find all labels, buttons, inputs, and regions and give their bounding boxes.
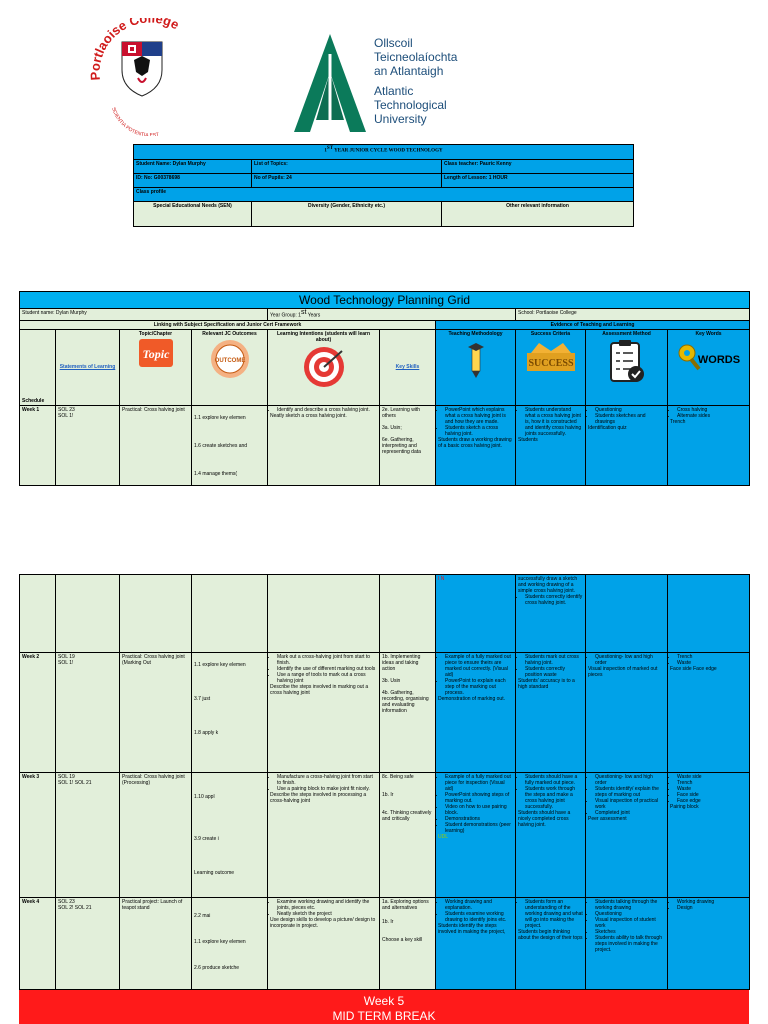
success-text: Students begin thinking about the design of their tops [518, 929, 583, 941]
sol-item: SOL 19 [58, 774, 75, 780]
assessment-item: • Sketches [595, 929, 665, 935]
cont-success-text: successfully draw a sketch and working drawing of a simple cross halving joint. [518, 576, 578, 594]
diversity-cell: Diversity (Gender, Ethnicity etc.) [252, 202, 442, 227]
continuation-row [20, 575, 750, 653]
assessment-item: • Completed joint [595, 810, 665, 816]
keyword-item: • Alternate sides [677, 413, 747, 419]
college-name-text: Portlaoise College [87, 18, 182, 81]
words-icon-text: WORDS [697, 353, 740, 366]
jc-outcome: 2.2 mai [194, 913, 211, 919]
teaching-header: Teaching Methodology [448, 330, 503, 337]
target-icon [302, 345, 346, 389]
assessment-item: • Students talking through the working drawing [595, 899, 665, 911]
year-group-suffix: Years [306, 312, 321, 319]
keyword-text: Pairing block [670, 804, 699, 810]
intentions-header: Learning Intentions (students will learn about) [276, 330, 371, 343]
jc-outcome: Learning outcome [194, 870, 235, 876]
sol-item: SOL 2! SOL 21 [58, 905, 92, 911]
sol-item: SOL 1! [58, 660, 74, 666]
week5-sub: MID TERM BREAK [332, 1009, 436, 1023]
keyword-item: • Waste [677, 660, 747, 666]
teaching-item: • Example of a fully marked out piece for inspection (Visual aid) [445, 774, 513, 792]
assessment-item: • Students ability to talk through steps involved in making the project. [595, 935, 665, 953]
year-group-text: Year Group: 1 [270, 312, 301, 319]
assessment-item: • Questioning- low and high order [595, 774, 665, 786]
planning-grid [19, 291, 750, 486]
outcome-badge-icon [210, 339, 250, 379]
topic-icon [139, 339, 173, 367]
week3-topic: Practical: Cross halving joint (Processing) [120, 773, 192, 898]
intention-text: Describe the steps involved in marking out a cross halving joint [270, 684, 369, 696]
pupils-cell: No of Pupils: 24 [252, 174, 442, 188]
skill-item: Choose a key skill [382, 937, 423, 943]
intention-text: Neatly sketch a cross halving joint. [270, 412, 347, 419]
assessment-text: Identification quiz [588, 424, 627, 431]
week4-label: Week 4 [20, 898, 56, 990]
jc-outcome: 1.6 create sketches and [194, 442, 248, 449]
skill-item: 6e. Gathering, interpreting and representing data [382, 436, 421, 455]
intention-text: Describe the steps involved in processing a cross-halving joint [270, 792, 367, 804]
success-item: • Students correctly position waste [525, 666, 583, 678]
success-icon-text: SUCCESS [527, 357, 574, 369]
success-text: Students' accuracy is to a high standard [518, 678, 575, 690]
skill-item: 4c. Thinking creatively and critically [382, 810, 432, 822]
teaching-text: Demonstration of marking out. [438, 696, 505, 702]
assessment-item: • Questioning [595, 911, 665, 917]
intention-item: • Examine working drawing and identify the joints, pieces etc. [277, 899, 377, 911]
skill-item: 3b. Usin [382, 678, 401, 684]
skill-item: 1b. Ir [382, 919, 394, 925]
atu-line: an Atlantaigh [374, 64, 444, 78]
week5-banner [19, 990, 749, 1024]
intention-item: • Manufacture a cross-halving joint from start to finish. [277, 774, 377, 786]
jc-outcome: 1.4 manage thems( [194, 470, 238, 477]
info-title-number: 1 [324, 148, 327, 154]
skill-item: 2e. Learning with others [382, 406, 421, 419]
success-header: Success Criteria [530, 330, 571, 337]
sol-item: SOL 1! SOL 21 [58, 780, 92, 786]
success-item: • Students form an understanding of the working drawing and what will go into making the project. [525, 899, 583, 929]
grid-student-name: Student name: Dylan Murphy [20, 309, 268, 321]
intention-item: • Neatly sketch the project [277, 911, 377, 917]
assessment-header: Assessment Method [602, 330, 651, 337]
assessment-text: Peer assessment [588, 816, 627, 822]
planning-grid-continued [19, 574, 750, 990]
info-title-sup: ST [326, 146, 334, 151]
success-item: • Students work through the steps and make a cross halving joint successfully. [525, 786, 583, 810]
intention-item: • Use a pairing block to make joint fit nicely. [277, 786, 377, 792]
keyword-item: • Trench [677, 654, 747, 660]
year-group-sup: st [300, 309, 307, 316]
teaching-text: Students draw a working drawing of a basic cross halving joint. [438, 436, 512, 449]
jc-header: Relevant JC Outcomes [202, 330, 257, 337]
atu-logo [292, 32, 502, 142]
jc-outcome: 1.10 appl [194, 794, 215, 800]
outcome-icon-text: OUTCOME [214, 357, 245, 364]
week5-label: Week 5 [363, 994, 405, 1008]
week3-label: Week 3 [20, 773, 56, 898]
skill-item: 8c. Being safe [382, 774, 414, 780]
sol-item: SOL 1! [58, 412, 74, 419]
skill-item: 3a. Usin; [382, 424, 402, 431]
jc-outcome: 1.1 explore key elemen [194, 662, 246, 668]
week4-row [20, 898, 750, 990]
intention-text: Use design skills to develop a picture/ design to incorporate in project. [270, 917, 376, 929]
intention-item: • Mark out a cross-halving joint from start to finish. [277, 654, 377, 666]
week3-row [20, 773, 750, 898]
class-profile-cell: Class profile [134, 188, 634, 202]
teaching-item: • Demonstrations [445, 816, 513, 822]
atu-line: Teicneolaíochta [374, 50, 458, 64]
topic-icon-text: Topic [142, 346, 169, 361]
skill-item: 1b. Implementing ideas and taking action [382, 654, 421, 672]
assessment-item: • Visual inspection of student work [595, 917, 665, 929]
atu-line: Ollscoil [374, 36, 413, 50]
atu-line: University [374, 112, 427, 126]
teaching-text: Students identify the steps involved in making the project, [438, 923, 506, 935]
keyword-item: • Cross halving [677, 407, 747, 413]
grid-title: Wood Technology Planning Grid [20, 292, 750, 309]
id-cell: ID: No: G00378698 [134, 174, 252, 188]
sol-item: SOL 23 [58, 899, 75, 905]
teaching-extra: UDL [438, 834, 449, 840]
skill-item: 1a. Exploring options and alternatives [382, 899, 429, 911]
teaching-item: • PowerPoint to explain each step of the marking out process. [445, 678, 513, 696]
keyword-item: • Face side [677, 792, 747, 798]
teaching-item: • Students examine working drawing to identify joins etc. [445, 911, 513, 923]
intention-item: • Use a range of tools to mark out a cross halving joint [277, 672, 377, 684]
info-title-rest: YEAR JUNIOR CYCLE WOOD TECHNOLOGY [334, 148, 443, 154]
topics-cell: List of Topics: [252, 160, 442, 174]
success-item: • Students should have a fully marked out piece. [525, 774, 583, 786]
keyword-item: • Waste side [677, 774, 747, 780]
intention-item: • Identify and describe a cross halving joint. [277, 407, 377, 413]
teaching-item: • Working drawing and explanation. [445, 899, 513, 911]
sol-item: SOL 23 [58, 406, 75, 413]
topic-header: Topic/Chapter [138, 330, 173, 337]
teaching-item: • Video on how to use pairing block. [445, 804, 513, 816]
teaching-item: • PowerPoint which explains what a cross halving joint is and how they are made. [445, 407, 513, 425]
skill-item: 4b. Gathering, recording, organising and evaluating information [382, 690, 429, 714]
other-info-cell: Other relevant information [442, 202, 634, 227]
success-text: Students [518, 436, 538, 443]
jc-outcome: 1.1 explore key elemen [194, 414, 246, 421]
keyword-item: • Design [677, 905, 747, 911]
teaching-item: • Student demonstrations (peer learning) [445, 822, 513, 834]
assessment-item: • Visual inspection of practical work [595, 798, 665, 810]
keywords-header: Key Words [695, 330, 722, 337]
week1-topic: Practical: Cross halving joint [120, 405, 192, 485]
jc-outcome: 3.7 just [194, 696, 211, 702]
sen-cell: Special Educational Needs (SEN) [134, 202, 252, 227]
success-item: • Students understand what a cross halving joint is, how it is constructed and identify cross halving joints successfully. [525, 407, 583, 437]
grid-year-group [268, 309, 516, 321]
keyword-item: • Waste [677, 786, 747, 792]
week2-topic: Practical: Cross halving joint (Marking Out [120, 653, 192, 773]
key-words-icon [677, 339, 741, 375]
intention-item: • Identify the use of different marking out tools [277, 666, 377, 672]
week4-topic: Practical project: Launch of teapot stand [120, 898, 192, 990]
college-motto-text: SCIENTIA POTENTIA EST [110, 106, 160, 136]
assessment-item: • Students identify/ explain the steps of marking out [595, 786, 665, 798]
atu-emblem-icon [292, 32, 368, 136]
svg-text:SCIENTIA POTENTIA EST [110, 107, 160, 136]
keyword-text: Face side Face edge [670, 666, 717, 672]
keyword-text: Trench [670, 418, 686, 425]
key-skills-link[interactable]: Key Skills [395, 364, 420, 371]
statements-link[interactable]: Statements of Learning [59, 364, 116, 371]
keyword-item: • Face edge [677, 798, 747, 804]
atu-line: Technological [374, 98, 447, 112]
teaching-item: • Example of a fully marked out piece to ensure theirs are marked out correctly. (Visual aid) [445, 654, 513, 678]
assessment-text: Visual inspection of marked out pieces [588, 666, 658, 678]
grid-school: School: Portlaoise College [516, 309, 750, 321]
jc-outcome: 1.1 explore key elemen [194, 939, 246, 945]
success-icon [525, 339, 577, 373]
schedule-header: Schedule [20, 329, 56, 405]
week1-label: Week 1 [20, 405, 56, 485]
class-teacher-cell: Class teacher: Pauric Kenny [442, 160, 634, 174]
atu-line: Atlantic [374, 84, 414, 98]
jc-outcome: 2.6 produce sketche [194, 965, 240, 971]
cont-success-item: • Students correctly identify cross halving joint. [525, 594, 583, 606]
teaching-item: • PowerPoint showing steps of marking out. [445, 792, 513, 804]
assessment-item: • Questioning [595, 407, 665, 413]
success-text: Students should have a nicely completed cross halving joint. [518, 810, 571, 828]
keyword-item: • Trench [677, 780, 747, 786]
student-info-table [133, 144, 634, 227]
success-item: • Students mark out cross halving joint. [525, 654, 583, 666]
cont-teaching-text: I N [438, 576, 445, 582]
assessment-item: • Questioning- low and high order [595, 654, 665, 666]
jc-outcome: 1.8 apply k [194, 730, 219, 736]
keyword-item: • Working drawing [677, 899, 747, 905]
jc-outcome: 3.9 create i [194, 836, 219, 842]
sol-item: SOL 19 [58, 654, 75, 660]
pencil-graduate-icon [466, 339, 486, 379]
linking-header: Linking with Subject Specification and Junior Cert Framework [20, 320, 436, 329]
skill-item: 1b. Ir [382, 792, 394, 798]
info-title [134, 145, 634, 160]
clipboard-check-icon [609, 339, 645, 383]
teaching-item: • Students sketch a cross halving joint. [445, 425, 513, 437]
student-name-cell: Student Name: Dylan Murphy [134, 160, 252, 174]
assessment-item: • Students sketches and drawings [595, 413, 665, 425]
week1-row [20, 405, 750, 485]
evidence-header: Evidence of Teaching and Learning [436, 320, 750, 329]
week2-label: Week 2 [20, 653, 56, 773]
portlaoise-college-logo [82, 18, 212, 136]
week2-row [20, 653, 750, 773]
lesson-length-cell: Length of Lesson: 1 HOUR [442, 174, 634, 188]
